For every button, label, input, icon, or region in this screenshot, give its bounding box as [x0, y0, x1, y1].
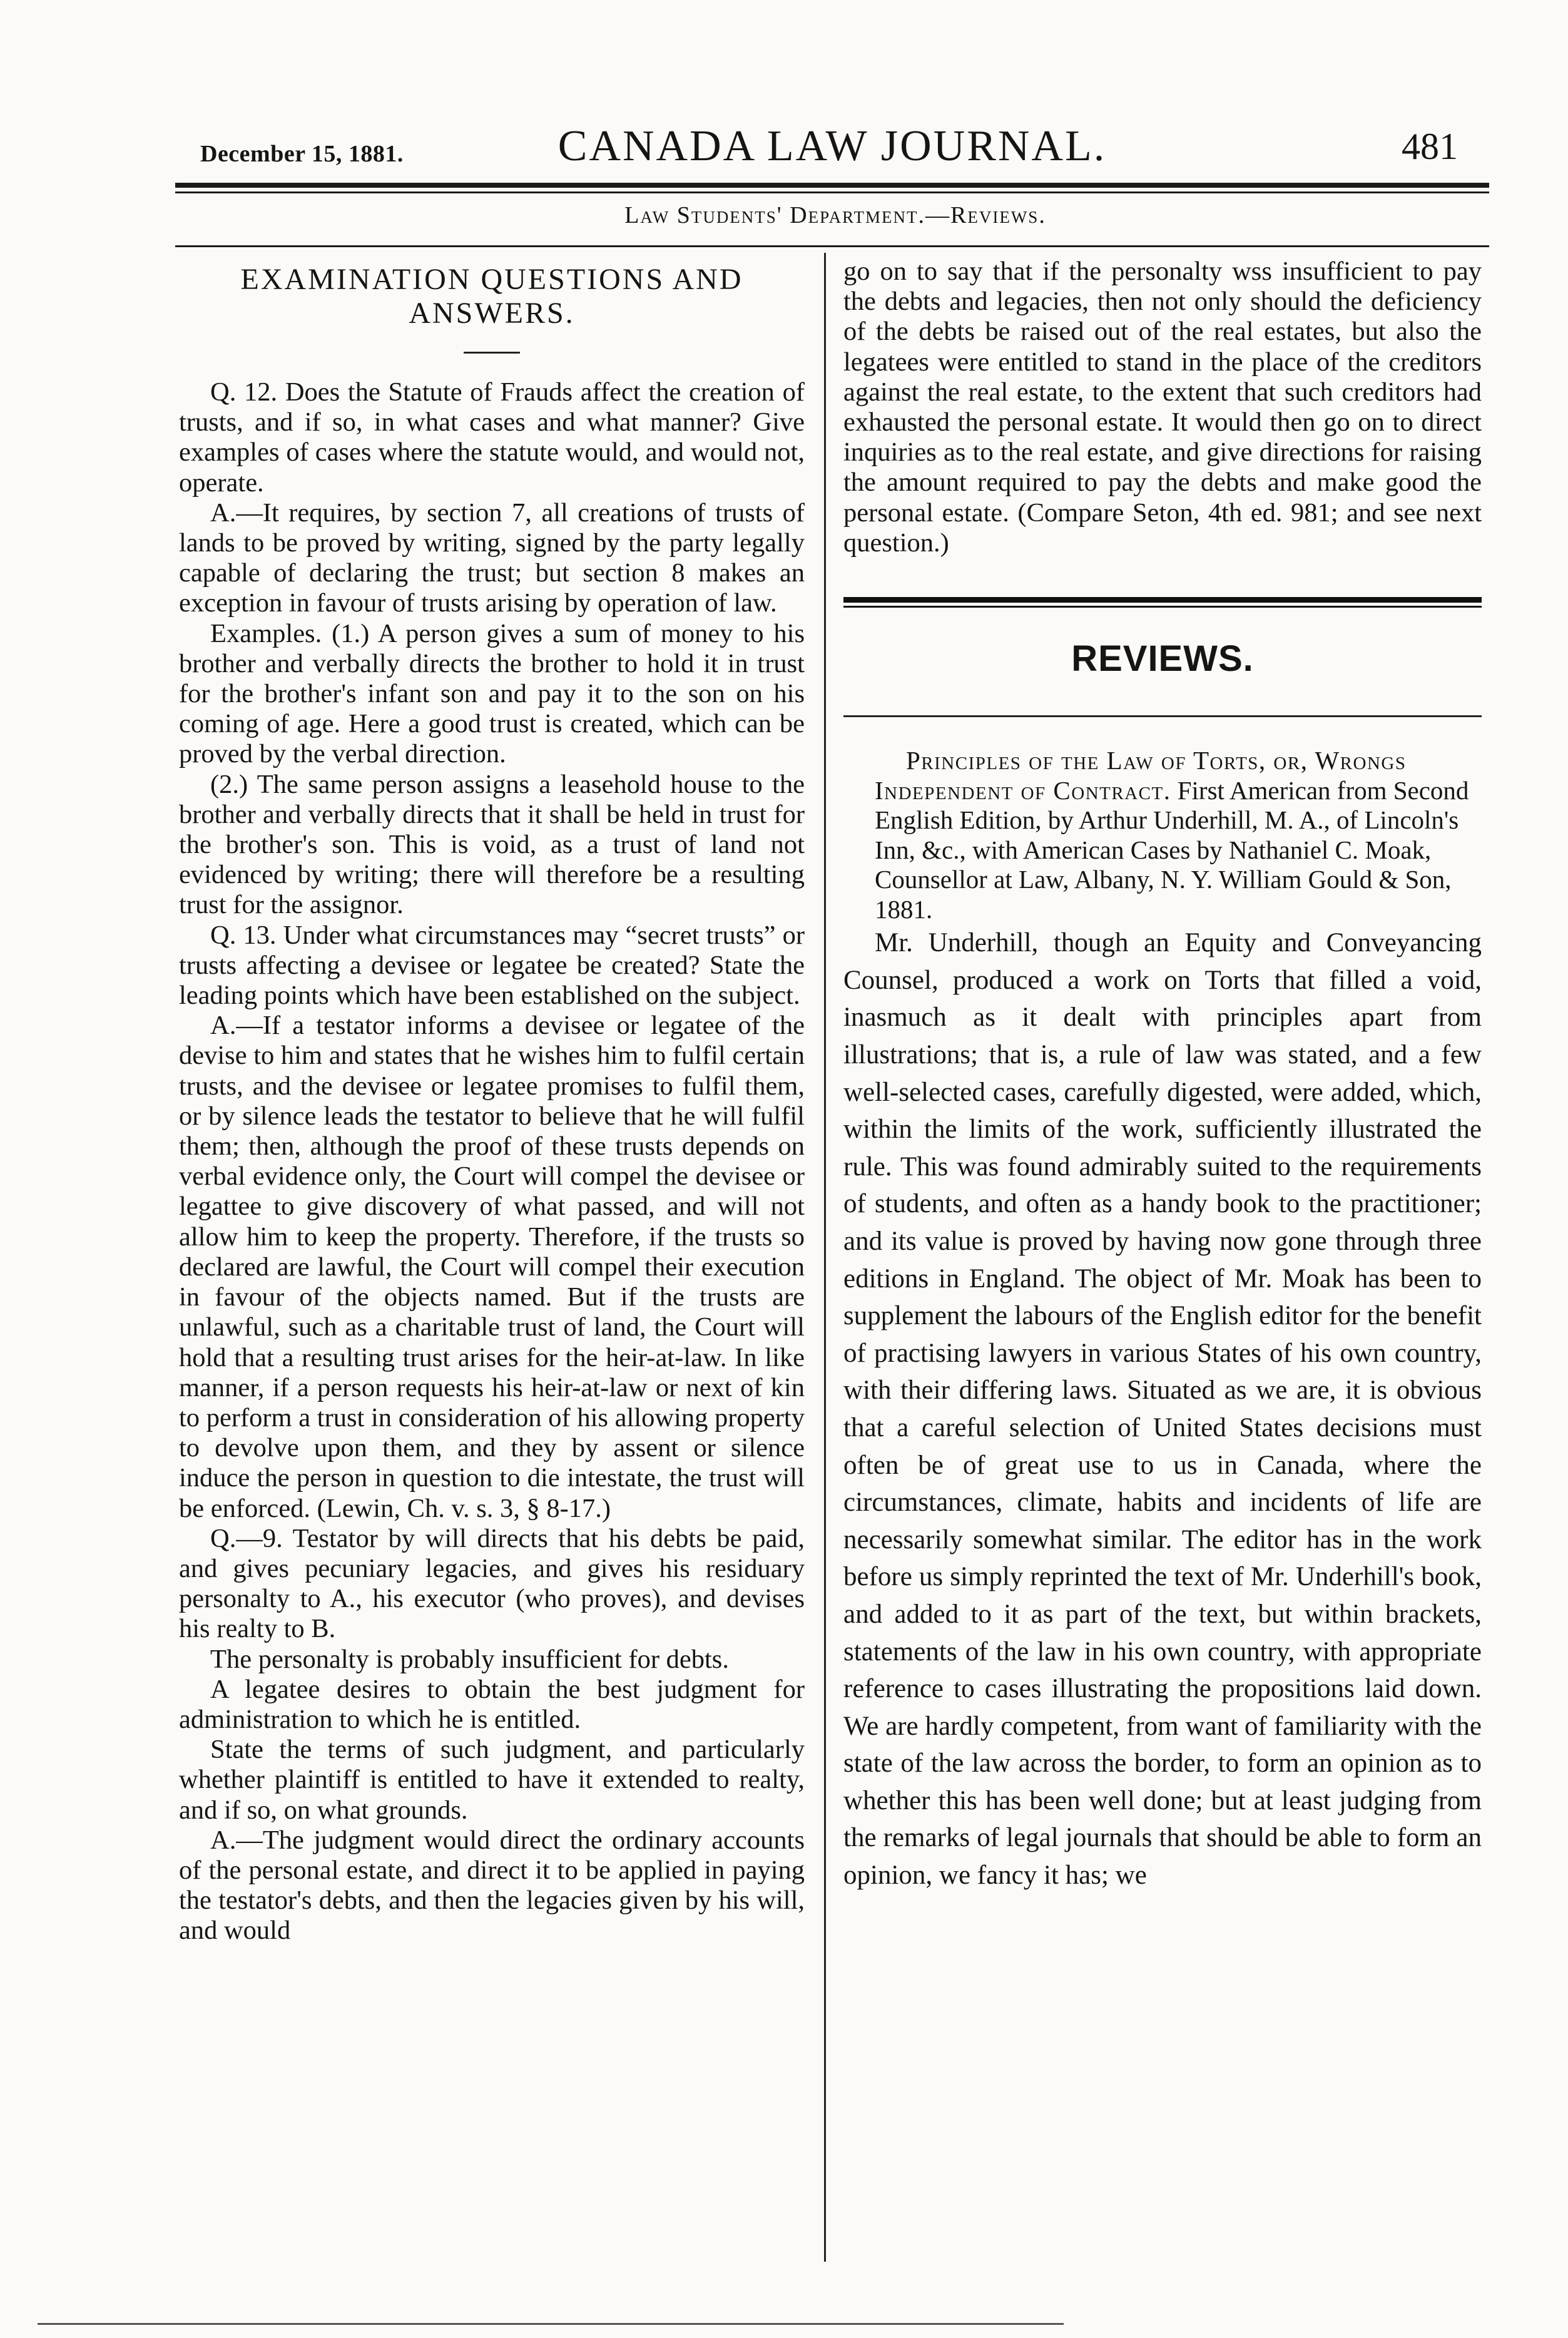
header-rule-thin: [175, 191, 1489, 193]
section-title: [179, 263, 805, 330]
section-title-line: EXAMINATION QUESTIONS AND: [240, 263, 743, 296]
question-9: Q.—9. Testator by will directs that his debts be paid, and gives pecuniary legacies, and gives his residuary personalty to A., his executor (who proves), and devises his realty to B.: [179, 1523, 805, 1644]
state-terms-paragraph: State the terms of such judgment, and particularly whether plaintiff is entitled to have it extended to realty, and if so, on what grounds.: [179, 1735, 805, 1825]
answer-9-continuation: go on to say that if the personalty wss insufficient to pay the debts and legacies, then not only should the deficiency of the debts be raised out of the real estates, but also the legatees were entitled to stand in the place of the creditors against the real estate, to the extent that such creditors had exhausted the personal estate. It would then go on to direct inquiries as to the real estate, and give directions for raising the amount required to pay the debts and make good the personal estate. (Compare Seton, 4th ed. 981; and see next question.): [843, 257, 1482, 558]
question-13: Q. 13. Under what circumstances may “secret trusts” or trusts affecting a devisee or legatee be created? State the leading points which have been established on the subject.: [179, 920, 805, 1011]
journal-title: CANADA LAW JOURNAL.: [557, 122, 1107, 170]
left-column: [179, 257, 805, 1946]
example-2-paragraph: (2.) The same person assigns a leasehold house to the brother and verbally directs that it shall be held in trust for the brother's son. This is void, as a trust of land not evidenced by writing; there will therefore be a resulting trust for the assignor.: [179, 769, 805, 920]
bottom-edge-rule: [38, 2323, 1064, 2325]
department-heading: Law Students' Department.—Reviews.: [624, 202, 1046, 228]
right-column: [843, 257, 1482, 1894]
question-12: Q. 12. Does the Statute of Frauds affect the creation of trusts, and if so, in what cases and what manner? Give examples of cases where the statute would, and would not, operate.: [179, 377, 805, 498]
answer-9: A.—The judgment would direct the ordinary accounts of the personal estate, and direct it to be applied in paying the testator's debts, and then the legacies given by his will, and would: [179, 1825, 805, 1946]
answer-13: A.—If a testator informs a devisee or legatee of the devise to him and states that he wishes him to fulfil certain trusts, and the devisee or legatee promises to fulfil them, or by silence leads the testator to believe that he will fulfil them; then, although the proof of these trusts depends on verbal evidence only, the Court will compel the devisee or legattee to give discovery of what passed, and will not allow him to keep the property. Therefore, if the trusts so declared are lawful, the Court will compel their execution in favour of the objects named. But if the trusts are unlawful, such as a charitable trust of land, the Court will hold that a resulting trust arises for the heir-at-law. In like manner, if a person requests his heir-at-law or next of kin to perform a trust in consideration of his allowing property to devolve upon them, and they by assent or silence induce the person in question to die intestate, the trust will be enforced. (Lewin, Ch. v. s. 3, § 8-17.): [179, 1011, 805, 1523]
department-rule: [175, 245, 1489, 247]
section-double-rule: [843, 597, 1482, 608]
issue-date: December 15, 1881.: [200, 141, 404, 167]
page-number: 481: [1402, 126, 1458, 167]
short-rule: [464, 352, 520, 354]
journal-page: [175, 113, 1495, 2303]
column-divider: [824, 253, 826, 2262]
review-paragraph: Mr. Underhill, though an Equity and Conveyancing Counsel, produced a work on Torts that filled a void, inasmuch as it dealt with principles apart from illustrations; that is, a rule of law was stated, and a few well-selected cases, carefully digested, were added, which, within the limits of the work, sufficiently illustrated the rule. This was found admirably suited to the requirements of students, and often as a handy book to the practitioner; and its value is proved by having now gone through three editions in England. The object of Mr. Moak has been to supplement the labours of the English editor for the benefit of practising lawyers in various States of his own country, with their differing laws. Situated as we are, it is obvious that a careful selection of United States decisions must often be of great use to us in Canada, where the circumstances, climate, habits and incidents of life are necessarily somewhat similar. The editor has in the work before us simply reprinted the text of Mr. Underhill's book, and added to it as part of the text, but within brackets, statements of the law in his own country, with appropriate reference to cases illustrating the propositions laid down. We are hardly competent, from want of familiarity with the state of the law across the border, to form an opinion as to whether this has been well done; but at least judging from the remarks of legal journals that should be able to form an opinion, we fancy it has; we: [843, 928, 1482, 1891]
answer-12: A.—It requires, by section 7, all creations of trusts of lands to be proved by writing, signed by the party legally capable of declaring the trust; but section 8 makes an exception in favour of trusts arising by operation of law.: [179, 498, 805, 618]
book-title: Principles of the Law of Torts, or, Wrongs Independent of Contract.: [875, 746, 1407, 805]
reviews-heading: REVIEWS.: [1071, 638, 1254, 680]
section-title-line: ANSWERS.: [409, 297, 575, 330]
examples-paragraph: Examples. (1.) A person gives a sum of money to his brother and verbally directs the brother to hold it in trust for the brother's infant son and pay it to the son on his coming of age. Here a good trust is created, which can be proved by the verbal direction.: [179, 618, 805, 769]
header-rule-thick: [175, 183, 1489, 188]
review-body: [843, 924, 1482, 1894]
book-details: First American from Second English Edition, by Arthur Underhill, M. A., of Lincoln's Inn, &c., with American Cases by Nathaniel C. Moak, Counsellor at Law, Albany, N. Y. William Gould & Son, 1881.: [875, 775, 1469, 924]
running-head: [175, 113, 1489, 181]
personalty-paragraph: The personalty is probably insufficient for debts.: [210, 1644, 729, 1674]
book-citation: [843, 746, 1482, 924]
legatee-paragraph: A legatee desires to obtain the best judgment for administration to which he is entitled.: [179, 1674, 805, 1734]
reviews-rule: [843, 715, 1482, 717]
